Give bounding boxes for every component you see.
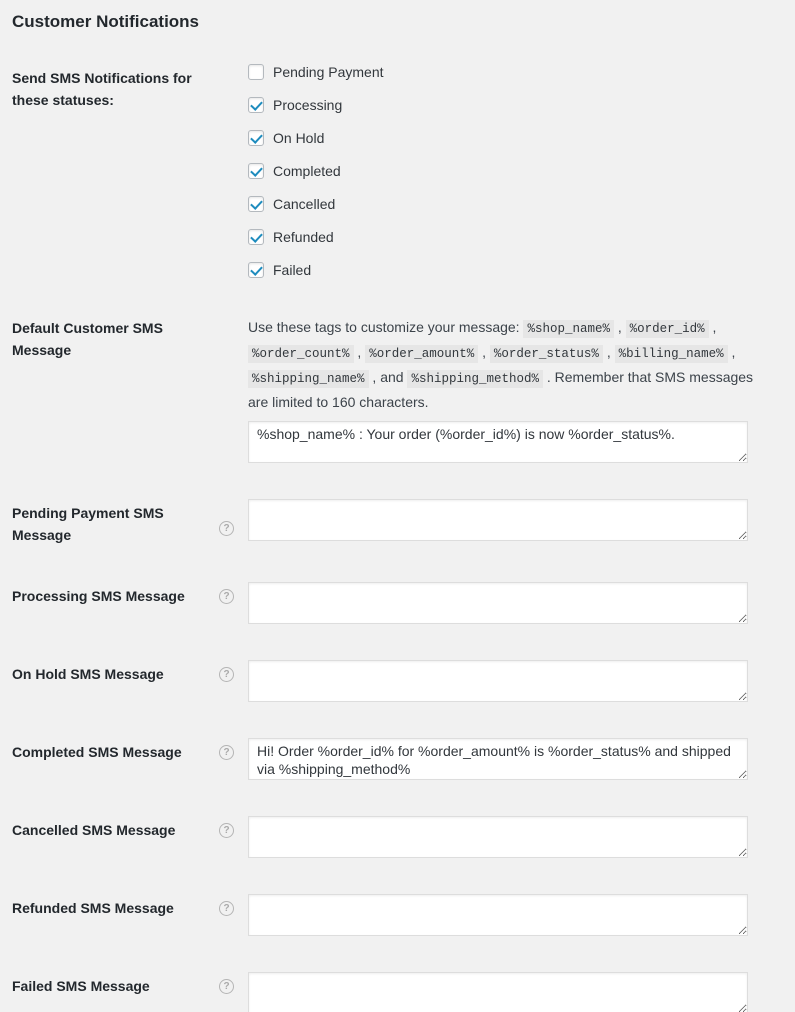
failed-message-row bbox=[12, 972, 783, 1012]
help-icon[interactable]: ? bbox=[219, 979, 234, 994]
checkbox-label: Processing bbox=[273, 97, 343, 113]
completed-message-label: Completed SMS Message bbox=[12, 744, 182, 760]
checkbox-option-refunded[interactable] bbox=[248, 229, 334, 245]
cancelled-message-label-cell bbox=[12, 816, 248, 841]
completed-message-label-cell bbox=[12, 738, 248, 763]
checkbox-label: Pending Payment bbox=[273, 64, 384, 80]
help-icon[interactable]: ? bbox=[219, 589, 234, 604]
pending-payment-message-textarea[interactable] bbox=[248, 499, 748, 541]
pending-payment-message-row bbox=[12, 499, 783, 546]
completed-checkbox[interactable] bbox=[248, 163, 264, 179]
help-icon[interactable]: ? bbox=[219, 823, 234, 838]
message-tag-code: %order_count% bbox=[248, 345, 354, 363]
refunded-message-label: Refunded SMS Message bbox=[12, 900, 174, 916]
message-tag-code: %order_amount% bbox=[365, 345, 478, 363]
message-tag-code: %shop_name% bbox=[523, 320, 614, 338]
pending-payment-message-label: Pending Payment SMS Message bbox=[12, 505, 164, 543]
processing-message-label-cell bbox=[12, 582, 248, 607]
on-hold-message-label-cell bbox=[12, 660, 248, 685]
checkbox-label: Completed bbox=[273, 163, 341, 179]
statuses-field-cell bbox=[248, 64, 783, 278]
checkbox-option-failed[interactable] bbox=[248, 262, 311, 278]
refunded-message-label-cell bbox=[12, 894, 248, 919]
on-hold-checkbox[interactable] bbox=[248, 130, 264, 146]
statuses-row bbox=[12, 64, 783, 278]
failed-message-textarea[interactable] bbox=[248, 972, 748, 1012]
cancelled-message-row bbox=[12, 816, 783, 858]
failed-message-label-cell bbox=[12, 972, 248, 997]
default-message-textarea[interactable] bbox=[248, 421, 748, 463]
help-icon[interactable]: ? bbox=[219, 745, 234, 760]
cancelled-checkbox[interactable] bbox=[248, 196, 264, 212]
message-tag-code: %order_status% bbox=[490, 345, 603, 363]
on-hold-message-label: On Hold SMS Message bbox=[12, 666, 164, 682]
refunded-message-row bbox=[12, 894, 783, 936]
cancelled-message-label: Cancelled SMS Message bbox=[12, 822, 176, 838]
pending-payment-message-label-cell bbox=[12, 499, 248, 546]
statuses-label: Send SMS Notifications for these statuses: bbox=[12, 70, 192, 108]
default-message-label-cell bbox=[12, 314, 248, 361]
failed-checkbox[interactable] bbox=[248, 262, 264, 278]
default-message-field-cell bbox=[248, 314, 783, 463]
help-icon[interactable]: ? bbox=[219, 901, 234, 916]
checkbox-option-pending-payment[interactable] bbox=[248, 64, 384, 80]
default-message-row bbox=[12, 314, 783, 463]
page-title: Customer Notifications bbox=[12, 12, 200, 31]
completed-message-textarea[interactable] bbox=[248, 738, 748, 780]
settings-form bbox=[12, 64, 783, 1012]
checkbox-label: Failed bbox=[273, 262, 312, 278]
help-icon[interactable]: ? bbox=[219, 667, 234, 682]
checkbox-option-on-hold[interactable] bbox=[248, 130, 324, 146]
on-hold-message-row bbox=[12, 660, 783, 702]
checkbox-label: Cancelled bbox=[273, 196, 336, 212]
processing-message-label: Processing SMS Message bbox=[12, 588, 185, 604]
message-tag-code: %billing_name% bbox=[615, 345, 728, 363]
checkbox-label: On Hold bbox=[273, 130, 325, 146]
completed-message-row bbox=[12, 738, 783, 780]
on-hold-message-textarea[interactable] bbox=[248, 660, 748, 702]
default-message-label: Default Customer SMS Message bbox=[12, 320, 163, 358]
pending-payment-checkbox[interactable] bbox=[248, 64, 264, 80]
processing-message-row bbox=[12, 582, 783, 624]
message-tag-code: %shipping_name% bbox=[248, 370, 369, 388]
statuses-label-cell bbox=[12, 64, 248, 111]
checkbox-label: Refunded bbox=[273, 229, 334, 245]
help-icon[interactable]: ? bbox=[219, 521, 234, 536]
processing-checkbox[interactable] bbox=[248, 97, 264, 113]
cancelled-message-textarea[interactable] bbox=[248, 816, 748, 858]
message-tag-code: %shipping_method% bbox=[407, 370, 543, 388]
checkbox-option-processing[interactable] bbox=[248, 97, 342, 113]
checkbox-option-completed[interactable] bbox=[248, 163, 341, 179]
refunded-checkbox[interactable] bbox=[248, 229, 264, 245]
refunded-message-textarea[interactable] bbox=[248, 894, 748, 936]
default-message-description: Use these tags to customize your message: %shop_name% , %order_id% , %order_count% , %order_amount% , %order_status% , %billing_name% , %shipping_name% , and %shipping_method% . Remember that SMS messages are limited to 160 characters. bbox=[248, 319, 754, 410]
failed-message-label: Failed SMS Message bbox=[12, 978, 150, 994]
processing-message-textarea[interactable] bbox=[248, 582, 748, 624]
checkbox-option-cancelled[interactable] bbox=[248, 196, 335, 212]
message-tag-code: %order_id% bbox=[626, 320, 709, 338]
